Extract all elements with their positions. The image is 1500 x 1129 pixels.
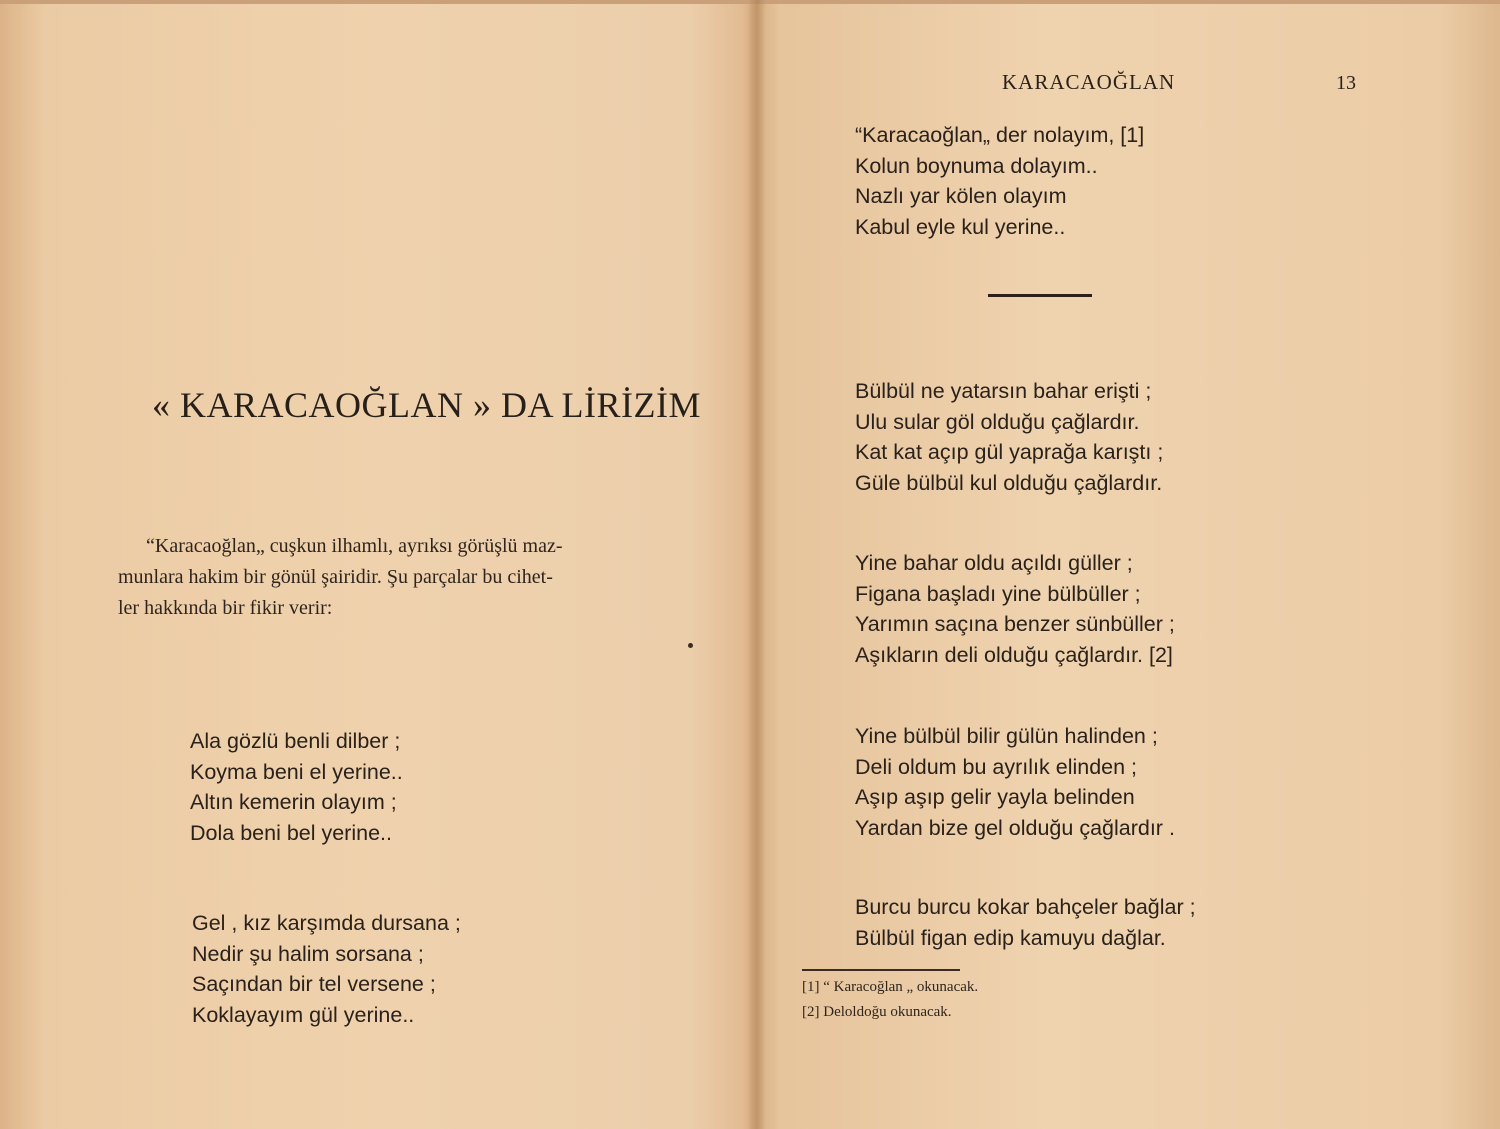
verse-line: Yardan bize gel olduğu çağlardır . — [855, 815, 1175, 840]
verse-line: Koyma beni el yerine.. — [190, 759, 403, 784]
verse-line: Kat kat açıp gül yaprağa karıştı ; — [855, 440, 1164, 464]
verse-line: Bülbül ne yatarsın bahar erişti ; — [855, 379, 1152, 403]
right-stanza-3 — [855, 548, 1175, 670]
left-stanza-1 — [190, 726, 403, 848]
verse-line: Altın kemerin olayım ; — [190, 790, 397, 814]
footnote: [2] Deloldoğu okunacak. — [802, 1004, 952, 1020]
verse-line: Dola beni bel yerine.. — [190, 820, 392, 845]
verse-line: Saçından bir tel versene ; — [192, 972, 436, 996]
verse-line: Nedir şu halim sorsana ; — [192, 941, 424, 966]
footnote: [1] “ Karacoğlan „ okunacak. — [802, 979, 979, 995]
running-head: KARACAOĞLAN — [1002, 70, 1176, 94]
verse-line: Ala gözlü benli dilber ; — [190, 729, 401, 753]
ink-speck — [688, 643, 693, 648]
section-divider — [988, 294, 1092, 297]
verse-line: Aşıp aşıp gelir yayla belinden — [855, 785, 1135, 809]
left-stanza-2 — [192, 908, 461, 1030]
chapter-title: « KARACAOĞLAN » DA LİRİZİM — [152, 385, 701, 425]
page-number: 13 — [1336, 72, 1356, 94]
verse-line: “Karacaoğlan„ der nolayım, [1] — [855, 123, 1145, 147]
verse-line: Koklayayım gül yerine.. — [192, 1002, 415, 1027]
verse-line: Kolun boynuma dolayım.. — [855, 153, 1098, 178]
intro-line: munlara hakim bir gönül şairidir. Şu parçalar bu cihet- — [118, 566, 553, 588]
intro-paragraph — [118, 531, 736, 624]
right-stanza-1 — [855, 120, 1144, 242]
verse-line: Aşıkların deli olduğu çağlardır. [2] — [855, 642, 1173, 667]
verse-line: Yine bülbül bilir gülün halinden ; — [855, 724, 1158, 748]
verse-line: Yine bahar oldu açıldı güller ; — [855, 551, 1133, 575]
intro-line: ler hakkında bir fikir verir: — [118, 597, 333, 619]
right-stanza-4 — [855, 721, 1175, 843]
right-stanza-2 — [855, 376, 1163, 498]
verse-line: Yarımın saçına benzer sünbüller ; — [855, 612, 1175, 636]
right-stanza-5 — [855, 892, 1196, 953]
verse-line: Nazlı yar kölen olayım — [855, 184, 1067, 208]
verse-line: Figana başladı yine bülbüller ; — [855, 581, 1141, 606]
verse-line: Ulu sular göl olduğu çağlardır. — [855, 409, 1140, 434]
footnotes — [802, 975, 978, 1025]
verse-line: Güle bülbül kul olduğu çağlardır. — [855, 470, 1163, 495]
footnote-divider — [802, 969, 960, 971]
verse-line: Bülbül figan edip kamuyu dağlar. — [855, 925, 1166, 950]
right-page — [756, 0, 1500, 1129]
verse-line: Deli oldum bu ayrılık elinden ; — [855, 754, 1138, 779]
verse-line: Gel , kız karşımda dursana ; — [192, 911, 461, 935]
intro-line: “Karacaoğlan„ cuşkun ilhamlı, ayrıksı görüşlü maz- — [146, 535, 563, 557]
verse-line: Kabul eyle kul yerine.. — [855, 214, 1066, 239]
verse-line: Burcu burcu kokar bahçeler bağlar ; — [855, 895, 1196, 919]
